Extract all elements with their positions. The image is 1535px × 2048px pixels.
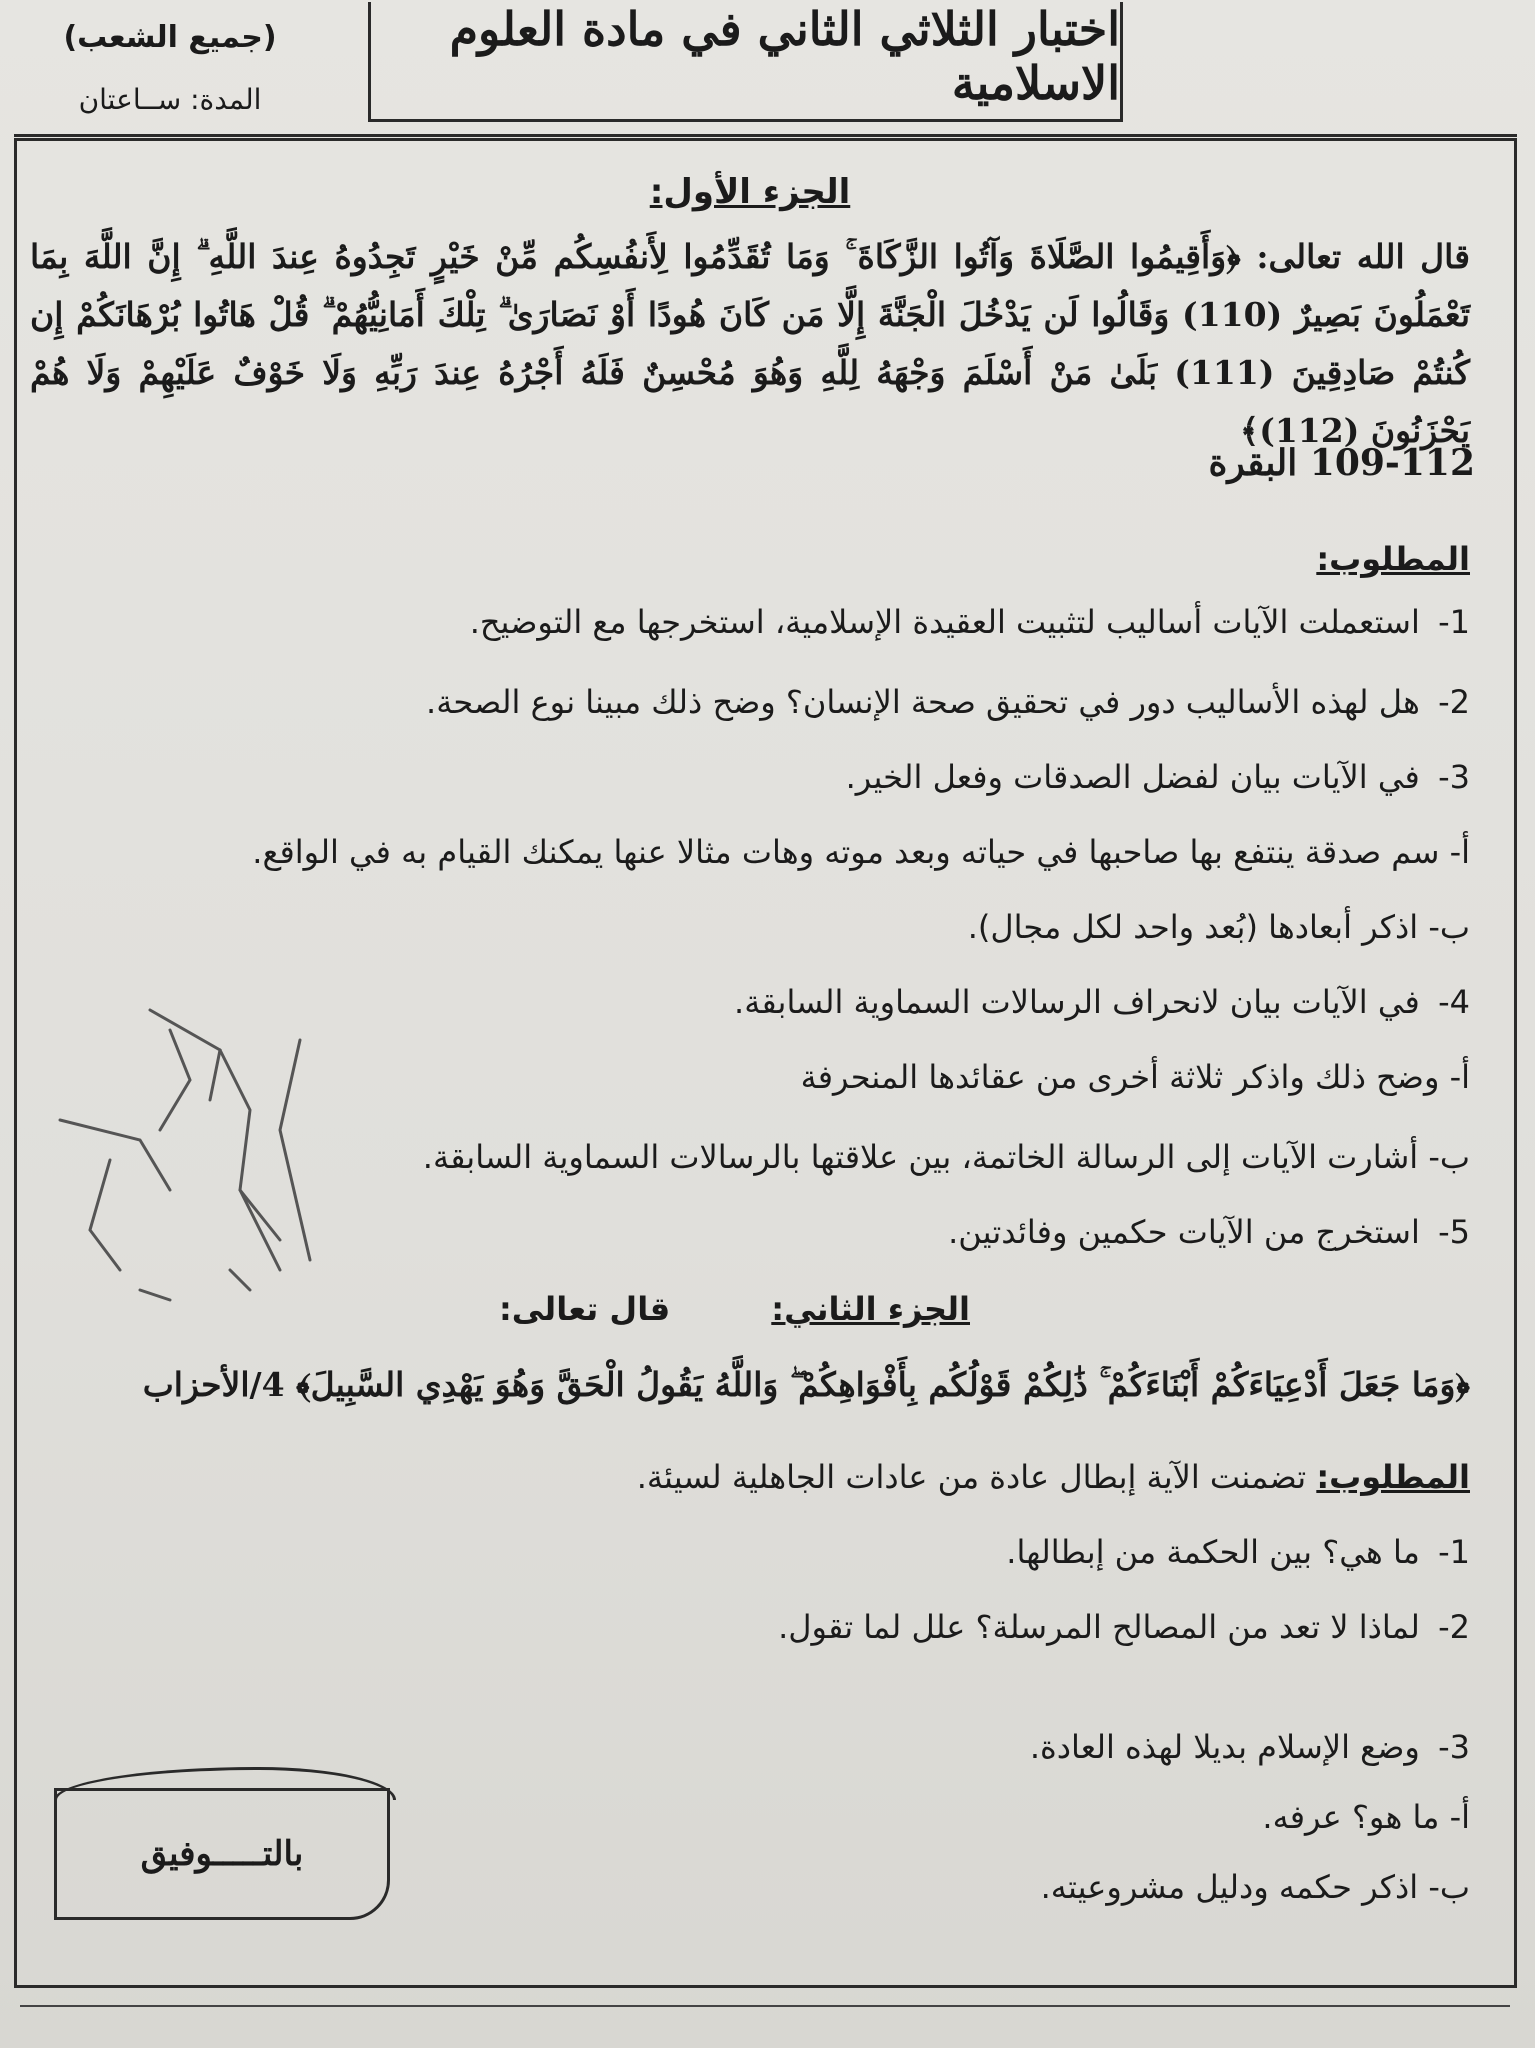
part1-required-label: المطلوب:	[1316, 540, 1470, 578]
good-luck-text: بالتـــــوفيق	[140, 1834, 304, 1874]
part2-header	[30, 1290, 1470, 1328]
q-text: استخرج من الآيات حكمين وفائدتين.	[948, 1213, 1420, 1251]
q-number: 4-	[1438, 983, 1470, 1021]
q-text: في الآيات بيان لانحراف الرسالات السماوية السابقة.	[734, 983, 1420, 1021]
q-text: أ- سم صدقة ينتفع بها صاحبها في حياته وبعد موته وهات مثالا عنها يمكنك القيام به في الواقع.	[252, 833, 1470, 871]
header-corner	[30, 20, 310, 130]
q-number: 3-	[1438, 758, 1470, 796]
pencil-doodle	[50, 990, 350, 1320]
good-luck-banner	[54, 1788, 390, 1920]
q1-3b	[30, 905, 1478, 949]
title-box	[368, 2, 1123, 122]
part2-intro: قال تعالى:	[499, 1290, 671, 1328]
q2-1	[30, 1530, 1470, 1574]
header-divider	[14, 134, 1517, 137]
part2-required-text: تضمنت الآية إبطال عادة من عادات الجاهلية لسيئة.	[636, 1458, 1307, 1496]
q-text: لماذا لا تعد من المصالح المرسلة؟ علل لما تقول.	[778, 1608, 1420, 1646]
q-text: ما هي؟ بين الحكمة من إبطالها.	[1006, 1533, 1420, 1571]
q-text: استعملت الآيات أساليب لتثبيت العقيدة الإسلامية، استخرجها مع التوضيح.	[469, 603, 1420, 641]
q-text: ب- اذكر حكمه ودليل مشروعيته.	[1040, 1868, 1470, 1906]
q-number: 1-	[1438, 1533, 1470, 1571]
part2-required-label: المطلوب:	[1316, 1458, 1470, 1496]
q2-2	[30, 1605, 1470, 1649]
part1-verse: قال الله تعالى: ﴿وَأَقِيمُوا الصَّلَاةَ وَآتُوا الزَّكَاةَ ۚ وَمَا تُقَدِّمُوا لِأَنفُسِكُم مِّنْ خَيْرٍ تَجِدُوهُ عِندَ اللَّهِ ۗ إِنَّ اللَّهَ بِمَا تَعْمَلُونَ بَصِيرٌ (110) وَقَالُوا لَن يَدْخُلَ الْجَنَّةَ إِلَّا مَن كَانَ هُودًا أَوْ نَصَارَىٰ ۗ تِلْكَ أَمَانِيُّهُمْ ۗ قُلْ هَاتُوا بُرْهَانَكُمْ إِن كُنتُمْ صَادِقِينَ (111) بَلَىٰ مَنْ أَسْلَمَ وَجْهَهُ لِلَّهِ وَهُوَ مُحْسِنٌ فَلَهُ أَجْرُهُ عِندَ رَبِّهِ وَلَا خَوْفٌ عَلَيْهِمْ وَلَا هُمْ يَحْزَنُونَ (112)﴾	[30, 237, 1470, 450]
q-text: أ- ما هو؟ عرفه.	[1262, 1798, 1470, 1836]
q-number: 3-	[1438, 1728, 1470, 1766]
q-text: ب- اذكر أبعادها (بُعد واحد لكل مجال).	[967, 908, 1470, 946]
part2-heading: الجزء الثاني:	[771, 1290, 970, 1328]
part2-required	[30, 1455, 1470, 1499]
q1-2	[30, 680, 1470, 724]
groups-label: (جميع الشعب)	[63, 20, 277, 55]
q-number: 2-	[1438, 1608, 1470, 1646]
q-number: 1-	[1438, 603, 1470, 641]
q-text: أ- وضح ذلك واذكر ثلاثة أخرى من عقائدها المنحرفة	[800, 1058, 1470, 1096]
q1-3	[30, 755, 1470, 799]
part1-heading: الجزء الأول:	[649, 172, 851, 212]
q-text: وضع الإسلام بديلا لهذه العادة.	[1029, 1728, 1420, 1766]
q-text: في الآيات بيان لفضل الصدقات وفعل الخير.	[845, 758, 1420, 796]
duration-label: المدة: ســاعتان	[78, 83, 262, 116]
bottom-divider	[20, 2005, 1510, 2007]
verse-reference: 109-112 البقرة	[1208, 442, 1475, 484]
q-text: هل لهذه الأساليب دور في تحقيق صحة الإنسان؟ وضح ذلك مبينا نوع الصحة.	[426, 683, 1420, 721]
q-number: 5-	[1438, 1213, 1470, 1251]
part2-verse: ﴿وَمَا جَعَلَ أَدْعِيَاءَكُمْ أَبْنَاءَكُمْ ۚ ذَٰلِكُمْ قَوْلُكُم بِأَفْوَاهِكُمْ ۖ وَاللَّهُ يَقُولُ الْحَقَّ وَهُوَ يَهْدِي السَّبِيلَ﴾ 4/الأحزاب	[142, 1365, 1470, 1404]
q-text: ب- أشارت الآيات إلى الرسالة الخاتمة، بين علاقتها بالرسالات السماوية السابقة.	[422, 1138, 1470, 1176]
q-number: 2-	[1438, 683, 1470, 721]
q1-1	[30, 600, 1470, 644]
exam-title: اختبار الثلاثي الثاني في مادة العلوم الاسلامية	[449, 1, 1120, 110]
q1-3a	[30, 830, 1478, 874]
q2-3	[30, 1725, 1470, 1769]
